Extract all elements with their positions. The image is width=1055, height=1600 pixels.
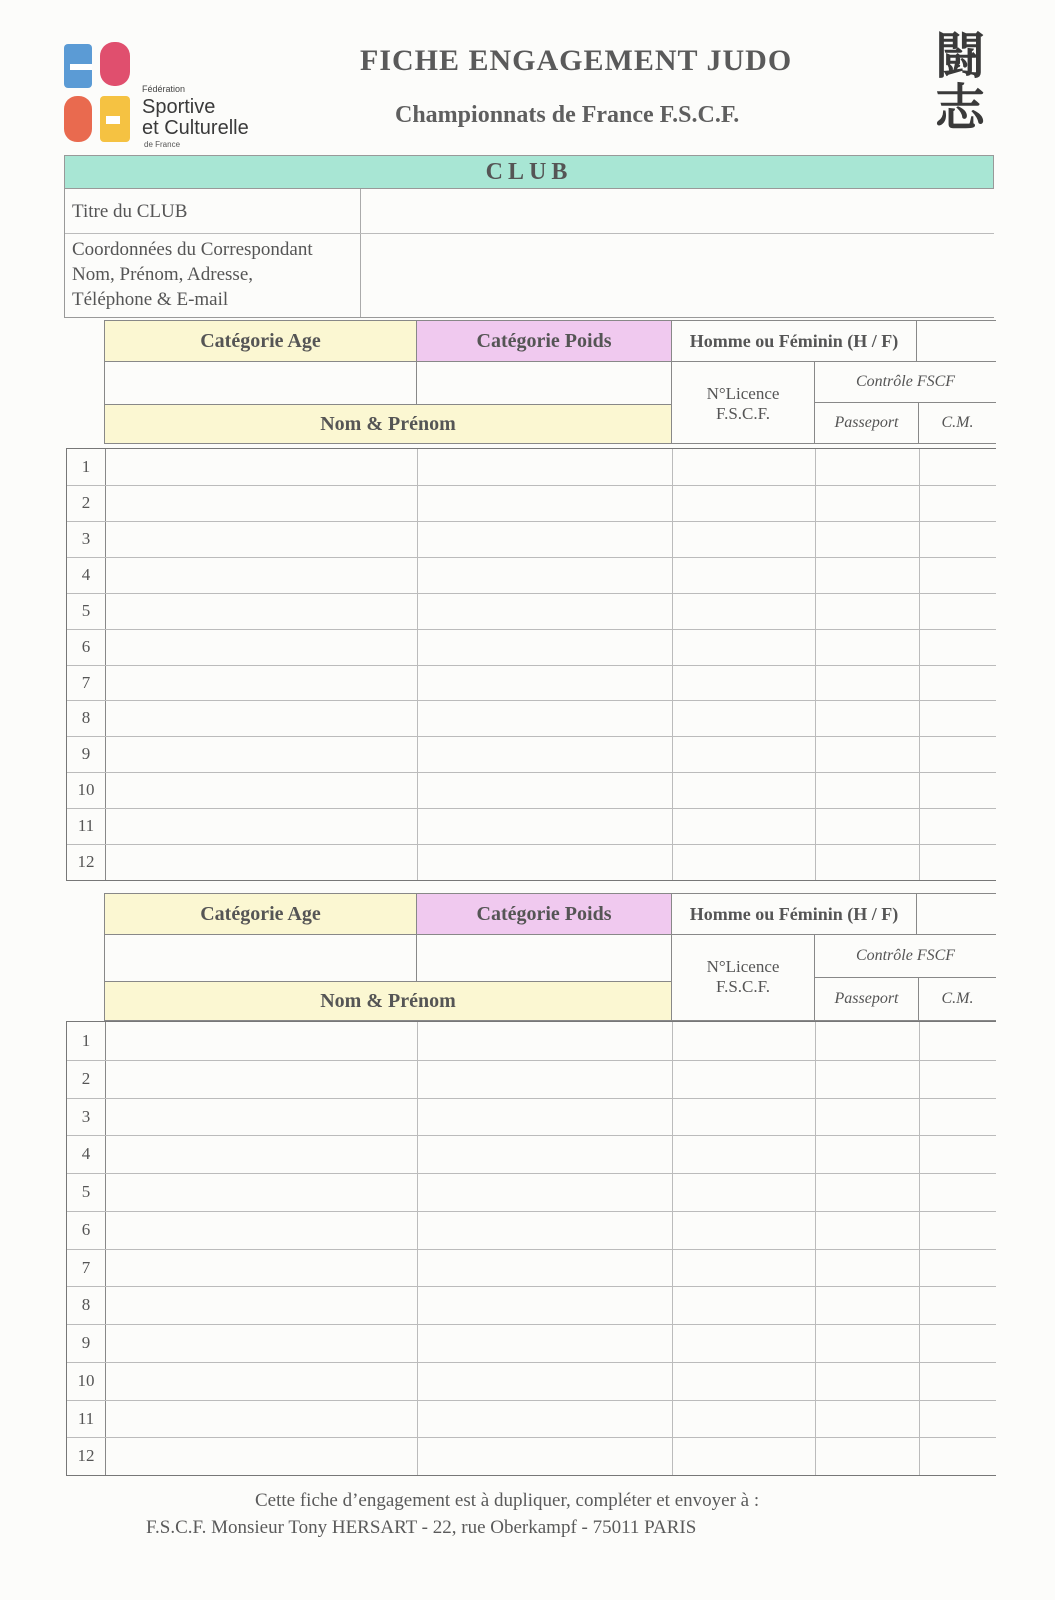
cm-cell[interactable] <box>920 1099 997 1136</box>
passeport-cell[interactable] <box>816 1136 919 1173</box>
name-cell-2[interactable] <box>418 558 672 593</box>
logo-text-sportive: Sportive <box>142 96 216 118</box>
licence-cell[interactable] <box>673 630 815 665</box>
cm-cell[interactable] <box>920 773 997 808</box>
passeport-cell[interactable] <box>816 630 919 665</box>
licence-cell[interactable] <box>673 1136 815 1173</box>
cm-cell[interactable] <box>920 558 997 593</box>
name-cell-2[interactable] <box>418 1287 672 1324</box>
passeport-cell[interactable] <box>816 1438 919 1475</box>
row-number: 9 <box>81 1333 91 1352</box>
passeport-cell[interactable] <box>816 701 919 736</box>
contact-field[interactable] <box>361 235 995 317</box>
passeport-header: Passeport <box>814 402 919 444</box>
passeport-cell[interactable] <box>816 1401 919 1438</box>
name-cell-2[interactable] <box>418 1023 672 1060</box>
name-cell[interactable] <box>106 809 417 844</box>
row-number: 11 <box>77 1408 95 1428</box>
row-number: 8 <box>81 1295 91 1315</box>
licence-cell[interactable] <box>673 1325 815 1362</box>
passeport-header: Passeport <box>814 977 919 1021</box>
name-cell-2[interactable] <box>418 1250 672 1287</box>
name-cell[interactable] <box>106 845 417 880</box>
row-number: 2 <box>81 1068 91 1088</box>
cm-cell[interactable] <box>920 630 997 665</box>
name-cell[interactable] <box>106 558 417 593</box>
row-number: 5 <box>81 1182 91 1201</box>
age-category-header: Catégorie Age <box>104 893 417 935</box>
cm-cell[interactable] <box>920 845 997 880</box>
name-cell-2[interactable] <box>418 1099 672 1136</box>
cm-cell[interactable] <box>920 1325 997 1362</box>
name-cell[interactable] <box>106 630 417 665</box>
contact-label-3: Téléphone & E-mail <box>72 289 229 310</box>
name-cell-2[interactable] <box>418 630 672 665</box>
row-number: 8 <box>81 708 91 728</box>
passeport-cell[interactable] <box>816 450 919 485</box>
passeport-cell[interactable] <box>816 1061 919 1098</box>
logo-text-culturelle: et Culturelle <box>142 117 249 139</box>
licence-cell[interactable] <box>673 1174 815 1211</box>
cm-cell[interactable] <box>920 1287 997 1324</box>
licence-cell[interactable] <box>673 1363 815 1400</box>
age-category-field[interactable] <box>104 934 417 982</box>
cm-cell[interactable] <box>920 1438 997 1475</box>
name-cell[interactable] <box>106 773 417 808</box>
licence-cell[interactable] <box>673 773 815 808</box>
licence-label: N°Licence <box>706 384 780 403</box>
footer-instruction: Cette fiche d’engagement est à dupliquer, compléter et envoyer à : <box>255 1490 760 1511</box>
licence-cell[interactable] <box>673 1061 815 1098</box>
cm-cell[interactable] <box>920 1250 997 1287</box>
licence-cell[interactable] <box>673 558 815 593</box>
name-cell-2[interactable] <box>418 666 672 701</box>
cm-cell[interactable] <box>920 1363 997 1400</box>
licence-cell[interactable] <box>673 701 815 736</box>
row-number: 3 <box>81 528 91 548</box>
logo-text-france: de France <box>144 140 181 149</box>
cm-header: C.M. <box>918 977 996 1021</box>
passeport-cell[interactable] <box>816 809 919 844</box>
row-number: 7 <box>81 672 91 692</box>
name-cell-2[interactable] <box>418 1136 672 1173</box>
licence-cell[interactable] <box>673 666 815 701</box>
passeport-cell[interactable] <box>816 845 919 880</box>
name-cell[interactable] <box>106 1174 417 1211</box>
age-category-header: Catégorie Age <box>104 320 417 362</box>
passeport-cell[interactable] <box>816 773 919 808</box>
controle-header: Contrôle FSCF <box>814 361 996 403</box>
name-cell[interactable] <box>106 737 417 772</box>
cm-cell[interactable] <box>920 737 997 772</box>
gender-field[interactable] <box>916 320 996 362</box>
passeport-cell[interactable] <box>816 486 919 521</box>
licence-cell[interactable] <box>673 1023 815 1060</box>
licence-cell[interactable] <box>673 1438 815 1475</box>
row-number: 4 <box>81 1144 91 1164</box>
licence-cell[interactable] <box>673 486 815 521</box>
gender-header: Homme ou Féminin (H / F) <box>671 320 917 362</box>
name-cell[interactable] <box>106 1023 417 1060</box>
fscf-logo <box>62 40 262 150</box>
cm-cell[interactable] <box>920 522 997 557</box>
name-cell-2[interactable] <box>418 450 672 485</box>
name-cell-2[interactable] <box>418 1325 672 1362</box>
licence-cell[interactable] <box>673 809 815 844</box>
cm-cell[interactable] <box>920 486 997 521</box>
row-number: 11 <box>77 816 95 836</box>
entry-grid-2 <box>66 1021 996 1476</box>
name-cell-2[interactable] <box>418 737 672 772</box>
licence-cell[interactable] <box>673 1099 815 1136</box>
name-cell[interactable] <box>106 594 417 629</box>
row-number: 4 <box>81 564 91 584</box>
passeport-cell[interactable] <box>816 1287 919 1324</box>
logo-text-federation: Fédération <box>142 84 186 94</box>
row-number: 2 <box>81 492 91 512</box>
club-info-box <box>64 189 994 318</box>
name-cell[interactable] <box>106 1438 417 1475</box>
licence-label-fscf: F.S.C.F. <box>716 404 770 423</box>
controle-header: Contrôle FSCF <box>814 934 996 978</box>
name-cell-2[interactable] <box>418 522 672 557</box>
gender-field[interactable] <box>916 893 996 935</box>
club-title-field[interactable] <box>361 190 995 233</box>
cm-cell[interactable] <box>920 1023 997 1060</box>
passeport-cell[interactable] <box>816 666 919 701</box>
row-number: 7 <box>81 1257 91 1277</box>
name-cell-2[interactable] <box>418 809 672 844</box>
name-cell-2[interactable] <box>418 1438 672 1475</box>
club-title-label: Titre du CLUB <box>72 201 188 222</box>
weight-category-header: Catégorie Poids <box>416 320 672 362</box>
passeport-cell[interactable] <box>816 1325 919 1362</box>
name-cell[interactable] <box>106 1287 417 1324</box>
name-cell-2[interactable] <box>418 773 672 808</box>
row-number: 6 <box>81 636 91 656</box>
name-cell[interactable] <box>106 1061 417 1098</box>
cm-cell[interactable] <box>920 594 997 629</box>
logo-mark-icon <box>62 40 134 146</box>
entry-grid-1 <box>66 448 996 881</box>
cm-cell[interactable] <box>920 450 997 485</box>
licence-cell[interactable] <box>673 737 815 772</box>
page-subtitle: Championnats de France F.S.C.F. <box>395 102 740 128</box>
passeport-cell[interactable] <box>816 1023 919 1060</box>
licence-cell[interactable] <box>673 1250 815 1287</box>
row-number: 9 <box>81 744 91 764</box>
footer-address: F.S.C.F. Monsieur Tony HERSART - 22, rue Oberkampf - 75011 PARIS <box>146 1517 697 1538</box>
passeport-cell[interactable] <box>816 1212 919 1249</box>
row-number: 12 <box>77 852 95 872</box>
name-cell[interactable] <box>106 1099 417 1136</box>
passeport-cell[interactable] <box>816 522 919 557</box>
passeport-cell[interactable] <box>816 1174 919 1211</box>
row-number: 6 <box>81 1219 91 1239</box>
licence-header <box>671 361 815 444</box>
name-cell-2[interactable] <box>418 1401 672 1438</box>
gender-header: Homme ou Féminin (H / F) <box>671 893 917 935</box>
cm-cell[interactable] <box>920 1136 997 1173</box>
club-header <box>64 155 994 189</box>
row-number: 5 <box>81 600 91 620</box>
name-cell-2[interactable] <box>418 845 672 880</box>
name-cell[interactable] <box>106 701 417 736</box>
cm-cell[interactable] <box>920 666 997 701</box>
passeport-cell[interactable] <box>816 1250 919 1287</box>
cm-cell[interactable] <box>920 1174 997 1211</box>
passeport-cell[interactable] <box>816 558 919 593</box>
passeport-cell[interactable] <box>816 1363 919 1400</box>
licence-cell[interactable] <box>673 1212 815 1249</box>
licence-header <box>671 934 815 1021</box>
name-cell-2[interactable] <box>418 1363 672 1400</box>
weight-category-header: Catégorie Poids <box>416 893 672 935</box>
age-category-field[interactable] <box>104 361 417 405</box>
contact-label-2: Nom, Prénom, Adresse, <box>72 264 254 285</box>
row-number: 1 <box>81 457 91 476</box>
kanji-emblem: 闘志 <box>935 27 985 137</box>
name-cell[interactable] <box>106 450 417 485</box>
licence-cell[interactable] <box>673 845 815 880</box>
name-cell-2[interactable] <box>418 1061 672 1098</box>
licence-label-fscf: F.S.C.F. <box>716 977 770 996</box>
row-number: 10 <box>77 780 95 800</box>
licence-cell[interactable] <box>673 1287 815 1324</box>
cm-cell[interactable] <box>920 809 997 844</box>
row-number: 12 <box>77 1446 95 1466</box>
passeport-cell[interactable] <box>816 1099 919 1136</box>
passeport-cell[interactable] <box>816 594 919 629</box>
name-cell-2[interactable] <box>418 701 672 736</box>
name-cell[interactable] <box>106 1212 417 1249</box>
licence-cell[interactable] <box>673 594 815 629</box>
page-title: FICHE ENGAGEMENT JUDO <box>360 44 793 77</box>
weight-category-field[interactable] <box>416 361 672 405</box>
row-number: 10 <box>77 1370 95 1390</box>
club-heading: CLUB <box>485 159 573 185</box>
cm-header: C.M. <box>918 402 996 444</box>
name-cell[interactable] <box>106 1250 417 1287</box>
licence-cell[interactable] <box>673 450 815 485</box>
licence-label: N°Licence <box>706 957 780 976</box>
cm-cell[interactable] <box>920 1061 997 1098</box>
name-cell[interactable] <box>106 1401 417 1438</box>
name-header: Nom & Prénom <box>104 981 672 1021</box>
weight-category-field[interactable] <box>416 934 672 982</box>
name-cell[interactable] <box>106 522 417 557</box>
cm-cell[interactable] <box>920 1401 997 1438</box>
name-cell[interactable] <box>106 1363 417 1400</box>
cm-cell[interactable] <box>920 701 997 736</box>
name-cell[interactable] <box>106 1325 417 1362</box>
passeport-cell[interactable] <box>816 737 919 772</box>
cm-cell[interactable] <box>920 1212 997 1249</box>
licence-cell[interactable] <box>673 1401 815 1438</box>
name-cell-2[interactable] <box>418 594 672 629</box>
name-cell[interactable] <box>106 1136 417 1173</box>
name-cell[interactable] <box>106 666 417 701</box>
name-cell-2[interactable] <box>418 486 672 521</box>
row-number: 3 <box>81 1106 91 1126</box>
name-header: Nom & Prénom <box>104 404 672 444</box>
name-cell-2[interactable] <box>418 1212 672 1249</box>
row-number: 1 <box>81 1031 91 1050</box>
name-cell[interactable] <box>106 486 417 521</box>
contact-label-1: Coordonnées du Correspondant <box>72 239 313 260</box>
licence-cell[interactable] <box>673 522 815 557</box>
name-cell-2[interactable] <box>418 1174 672 1211</box>
